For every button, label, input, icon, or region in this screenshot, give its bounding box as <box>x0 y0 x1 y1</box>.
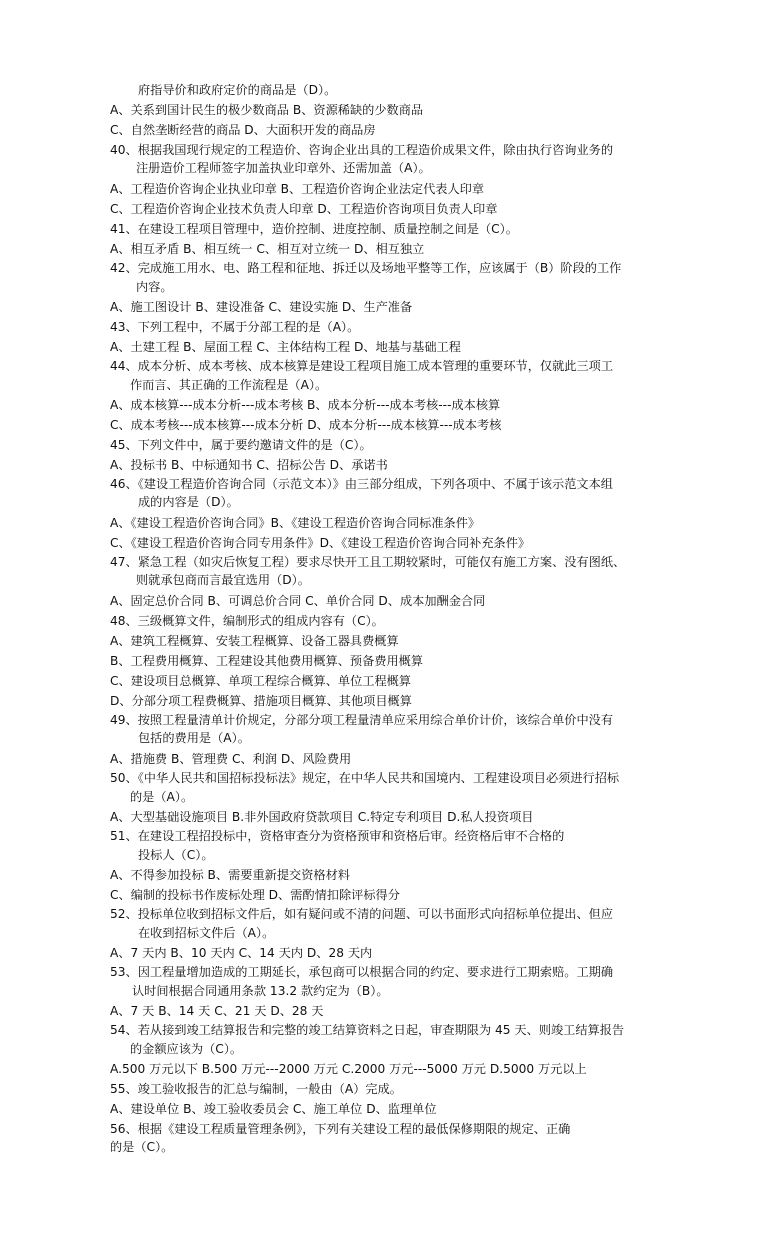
text-line: 投标人（C）。 <box>138 848 214 862</box>
text-line: 府指导价和政府定价的商品是（D）。 <box>138 83 337 97</box>
text-line: 50、《中华人民共和国招标投标法》规定，在中华人民共和国境内、工程建设项目必须进行招标 <box>110 771 620 785</box>
text-line: A、关系到国计民生的极少数商品 B、资源稀缺的少数商品 <box>110 103 424 117</box>
text-line: A、7 天 B、14 天 C、21 天 D、28 天 <box>110 1004 324 1018</box>
text-line: 40、根据我国现行规定的工程造价、咨询企业出具的工程造价成果文件，除由执行咨询业务的 <box>110 143 614 157</box>
text-line: C、自然垄断经营的商品 D、大面积开发的商品房 <box>110 123 376 137</box>
text-line: C、编制的投标书作废标处理 D、需酌情扣除评标得分 <box>110 888 400 902</box>
text-line: B、工程费用概算、工程建设其他费用概算、预备费用概算 <box>110 654 424 668</box>
text-line: 的是（A）。 <box>130 790 194 804</box>
text-line: 的是（C）。 <box>110 1140 174 1154</box>
text-line: 45、下列文件中，属于要约邀请文件的是（C）。 <box>110 438 372 452</box>
text-line: A、大型基础设施项目 B.非外国政府贷款项目 C.特定专利项目 D.私人投资项目 <box>110 810 534 824</box>
text-line: A、相互矛盾 B、相互统一 C、相互对立统一 D、相互独立 <box>110 242 425 256</box>
text-line: 56、根据《建设工程质量管理条例》，下列有关建设工程的最低保修期限的规定、正确 <box>110 1122 571 1136</box>
text-line: 包括的费用是（A）。 <box>138 731 250 745</box>
text-line: A、工程造价咨询企业执业印章 B、工程造价咨询企业法定代表人印章 <box>110 182 485 196</box>
text-line: A、建设单位 B、竣工验收委员会 C、施工单位 D、监理单位 <box>110 1102 437 1116</box>
text-line: 47、紧急工程（如灾后恢复工程）要求尽快开工且工期较紧时，可能仅有施工方案、没有图纸、 <box>110 555 626 569</box>
text-line: D、分部分项工程费概算、措施项目概算、其他项目概算 <box>110 694 412 708</box>
text-line: C、《建设工程造价咨询合同专用条件》D、《建设工程造价咨询合同补充条件》 <box>110 536 531 550</box>
text-line: 作而言、其正确的工作流程是（A）。 <box>130 378 328 392</box>
text-line: 42、完成施工用水、电、路工程和征地、拆迁以及场地平整等工作，应该属于（B）阶段的工作 <box>110 261 622 275</box>
text-line: A、固定总价合同 B、可调总价合同 C、单价合同 D、成本加酬金合同 <box>110 594 486 608</box>
text-line: 49、按照工程量清单计价规定，分部分项工程量清单应采用综合单价计价，该综合单价中没有 <box>110 713 614 727</box>
text-line: 48、三级概算文件，编制形式的组成内容有（C）。 <box>110 614 384 628</box>
text-line: 43、下列工程中，不属于分部工程的是（A）。 <box>110 320 360 334</box>
text-line: 55、竣工验收报告的汇总与编制，一般由（A）完成。 <box>110 1082 402 1096</box>
text-line: 的金额应该为（C）。 <box>130 1042 243 1056</box>
text-line: 46、《建设工程造价咨询合同（示范文本）》由三部分组成，下列各项中、不属于该示范文本组 <box>110 477 613 491</box>
text-line: 注册造价工程师签字加盖执业印章外、还需加盖（A）。 <box>136 161 431 175</box>
text-line: 52、投标单位收到招标文件后，如有疑问或不清的问题、可以书面形式向招标单位提出、但应 <box>110 907 614 921</box>
text-line: 53、因工程量增加造成的工期延长，承包商可以根据合同的约定、要求进行工期索赔。工期确 <box>110 965 614 979</box>
text-line: 认时间根据合同通用条款 13.2 款约定为（B）。 <box>132 984 389 998</box>
text-line: 51、在建设工程招投标中，资格审查分为资格预审和资格后审。经资格后审不合格的 <box>110 829 565 843</box>
text-line: A、不得参加投标 B、需要重新提交资格材料 <box>110 868 350 882</box>
text-line: C、成本考核---成本核算---成本分析 D、成本分析---成本核算---成本考核 <box>110 418 502 432</box>
text-line: 在收到招标文件后（A）。 <box>138 926 275 940</box>
text-line: A、7 天内 B、10 天内 C、14 天内 D、28 天内 <box>110 946 373 960</box>
text-line: 内容。 <box>136 280 173 294</box>
text-line: C、建设项目总概算、单项工程综合概算、单位工程概算 <box>110 674 412 688</box>
text-line: A、投标书 B、中标通知书 C、招标公告 D、承诺书 <box>110 458 388 472</box>
text-line: A.500 万元以下 B.500 万元---2000 万元 C.2000 万元---5000 万元 D.5000 万元以上 <box>110 1062 587 1076</box>
text-line: 44、成本分析、成本考核、成本核算是建设工程项目施工成本管理的重要环节，仅就此三项工 <box>110 359 614 373</box>
text-line: 成的内容是（D）。 <box>138 495 239 509</box>
text-line: 54、若从接到竣工结算报告和完整的竣工结算资料之日起，审查期限为 45 天、则竣工结算报告 <box>110 1023 625 1037</box>
text-line: 则就承包商而言最宜选用（D）。 <box>136 573 310 587</box>
text-line: A、建筑工程概算、安装工程概算、设备工器具费概算 <box>110 634 399 648</box>
text-line: 41、在建设工程项目管理中，造价控制、进度控制、质量控制之间是（C）。 <box>110 222 518 236</box>
text-line: A、施工图设计 B、建设准备 C、建设实施 D、生产准备 <box>110 300 413 314</box>
text-line: A、《建设工程造价咨询合同》B、《建设工程造价咨询合同标准条件》 <box>110 516 481 530</box>
text-line: A、土建工程 B、屋面工程 C、主体结构工程 D、地基与基础工程 <box>110 340 461 354</box>
text-line: C、工程造价咨询企业技术负责人印章 D、工程造价咨询项目负责人印章 <box>110 202 498 216</box>
text-line: A、措施费 B、管理费 C、利润 D、风险费用 <box>110 752 352 766</box>
text-line: A、成本核算---成本分析---成本考核 B、成本分析---成本考核---成本核算 <box>110 398 501 412</box>
